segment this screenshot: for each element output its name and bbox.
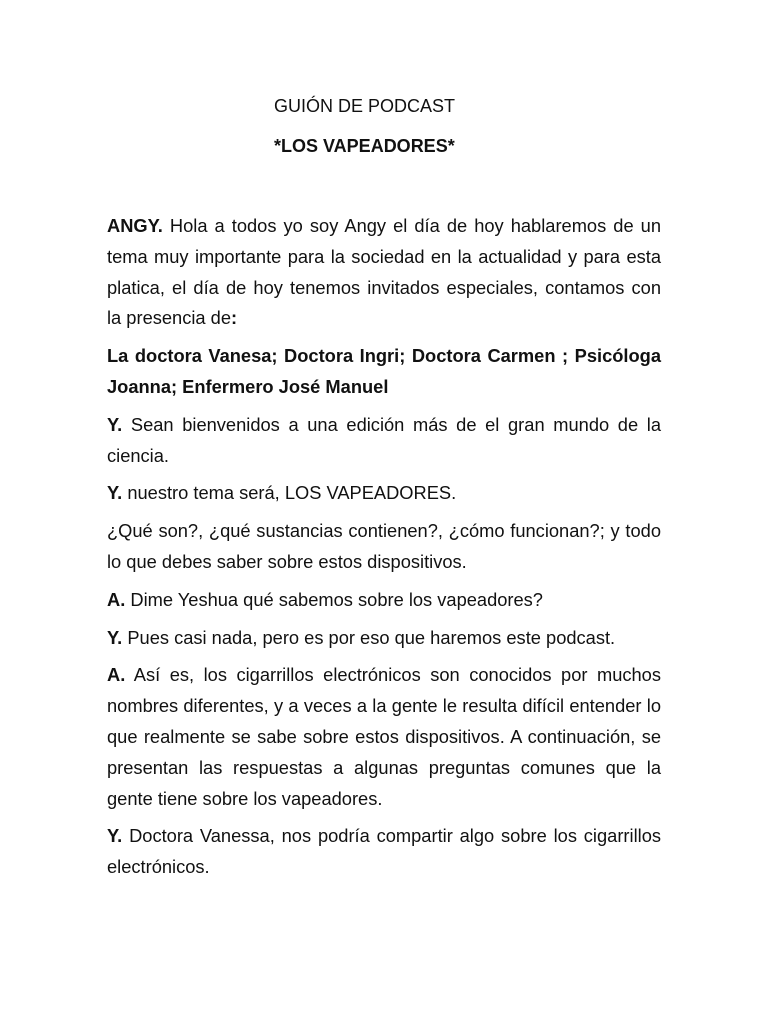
speaker-label: Y. bbox=[107, 482, 123, 504]
paragraph-topic bbox=[107, 478, 661, 509]
paragraph-text: ¿Qué son?, ¿qué sustancias contienen?, ¿cómo funcionan?; y todo lo que debes saber sobre estos dispositivos. bbox=[107, 520, 661, 572]
paragraph-ask-vanessa bbox=[107, 821, 661, 883]
paragraph-text: Doctora Vanessa, nos podría compartir algo sobre los cigarrillos electrónicos. bbox=[107, 825, 661, 878]
speaker-label: Y. bbox=[107, 626, 123, 648]
paragraph-suffix: : bbox=[231, 307, 238, 329]
paragraph-text: Sean bienvenidos a una edición más de el gran mundo de la ciencia. bbox=[107, 413, 661, 466]
paragraph-text: nuestro tema será, LOS VAPEADORES. bbox=[122, 482, 457, 504]
document-body bbox=[107, 211, 661, 890]
paragraph-text: Pues casi nada, pero es por eso que haremos este podcast. bbox=[122, 626, 616, 648]
document-title: GUIÓN DE PODCAST bbox=[274, 96, 456, 116]
document-subtitle: *LOS VAPEADORES* bbox=[274, 136, 455, 156]
speaker-label: Y. bbox=[107, 413, 123, 435]
speaker-label: Y. bbox=[107, 825, 123, 847]
paragraph-e-cigarettes bbox=[107, 660, 661, 814]
paragraph-almost-nothing bbox=[107, 623, 661, 654]
paragraph-text: Hola a todos yo soy Angy el día de hoy hablaremos de un tema muy importante para la sociedad en la actualidad y para esta platica, el día de hoy tenemos invitados especiales, contamos con la presencia de bbox=[107, 215, 661, 329]
paragraph-angy-intro bbox=[107, 211, 661, 334]
speaker-label: A. bbox=[107, 664, 126, 686]
paragraph-welcome bbox=[107, 410, 661, 472]
speaker-label: ANGY. bbox=[107, 215, 163, 236]
paragraph-ask-yeshua bbox=[107, 585, 661, 616]
paragraph-text: Dime Yeshua qué sabemos sobre los vapeadores? bbox=[125, 588, 543, 610]
speaker-label: A. bbox=[107, 588, 126, 610]
paragraph-questions bbox=[107, 516, 661, 578]
guest-list: La doctora Vanesa; Doctora Ingri; Doctora Carmen ; Psicóloga Joanna; Enfermero José Manuel bbox=[107, 345, 661, 397]
paragraph-text: Así es, los cigarrillos electrónicos son conocidos por muchos nombres diferentes, y a veces a la gente le resulta difícil entender lo que realmente se sabe sobre estos dispositivos. A continuación, se presentan las respuestas a algunas preguntas comunes que la gente tiene sobre los vapeadores. bbox=[107, 664, 661, 809]
